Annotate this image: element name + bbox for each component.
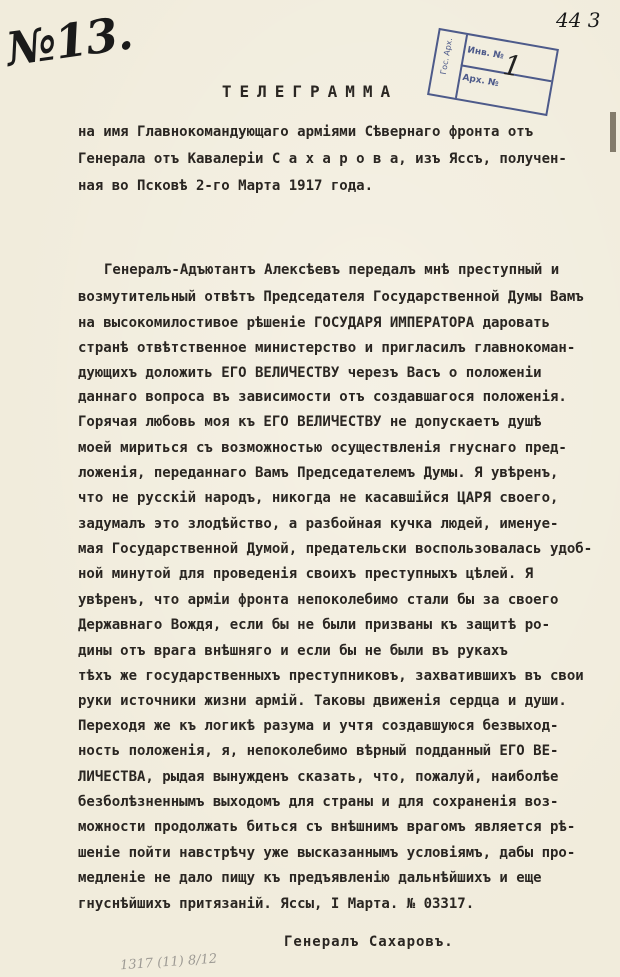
- body-line: ЛИЧЕСТВА, рыдая вынужденъ сказать, что, пожалуй, наиболѣе: [78, 769, 559, 785]
- stamp-inv-label: Инв. №: [466, 45, 505, 62]
- heading-line: на имя Главнокомандующаго армiями Сѣвернаго фронта отъ: [78, 124, 534, 140]
- body-line: задумалъ это злодѣйство, а разбойная кучка людей, именуе-: [78, 516, 559, 532]
- body-line: странѣ отвѣтственное министерство и пригласилъ главнокоман-: [78, 340, 576, 356]
- stamp-side-text: Гос. Арх.: [438, 37, 455, 76]
- edge-mark: [610, 112, 616, 152]
- stamp-inv-value: 1: [500, 47, 524, 84]
- body-line: шенiе пойти навстрѣчу уже высказаннымъ условiямъ, дабы про-: [78, 845, 576, 861]
- heading-line: ная во Псковѣ 2-го Марта 1917 года.: [78, 178, 374, 194]
- body-line: увѣренъ, что армiи фронта непоколебимо стали бы за своего: [78, 592, 559, 608]
- body-line: Генералъ-Адъютантъ Алексѣевъ передалъ мнѣ преступный и: [104, 262, 560, 278]
- body-line: Переходя же къ логикѣ разума и учтя создавшуюся безвыход-: [78, 718, 559, 734]
- archive-stamp: [427, 28, 559, 116]
- body-line: ложенiя, переданнаго Вамъ Председателемъ Думы. Я увѣренъ,: [78, 465, 559, 481]
- body-line: безболѣзненнымъ выходомъ для страны и для сохраненiя воз-: [78, 794, 559, 810]
- stamp-arch-label: Арх. №: [461, 72, 500, 90]
- pencil-archive-note: 1317 (11) 8/12: [119, 951, 218, 974]
- body-line: ной минутой для проведенiя своихъ преступныхъ цѣлей. Я: [78, 566, 534, 582]
- body-line: на высокомилостивое рѣшенiе ГОСУДАРЯ ИМПЕРАТОРА даровать: [78, 315, 551, 331]
- document-title: ТЕЛЕГРАММА: [221, 82, 399, 101]
- body-line: что не русскiй народъ, никогда не касавшiйся ЦАРЯ своего,: [78, 490, 559, 506]
- body-line: тѣхъ же государственныхъ преступниковъ, захватившихъ въ свои: [78, 668, 584, 684]
- handwritten-document-number: №13.: [2, 5, 136, 77]
- body-line: даннаго вопроса въ зависимости отъ создавшагося положенiя.: [78, 389, 567, 405]
- body-line: дующихъ доложить ЕГО ВЕЛИЧЕСТВУ черезъ Васъ о положенiи: [78, 365, 542, 381]
- body-line: можности продолжать биться съ внѣшнимъ врагомъ является рѣ-: [78, 819, 576, 835]
- body-line: Державнаго Вождя, если бы не были призваны къ защитѣ ро-: [78, 617, 551, 633]
- body-line: ность положенiя, я, непоколебимо вѣрный подданный ЕГО ВЕ-: [78, 743, 559, 759]
- body-line: медленiе не дало пищу къ предъявленiю дальнѣйшихъ и еще: [78, 870, 542, 886]
- signature: Генералъ Сахаровъ.: [284, 934, 454, 950]
- body-line: Горячая любовь моя къ ЕГО ВЕЛИЧЕСТВУ не допускаетъ душѣ: [78, 414, 542, 430]
- body-line: возмутительный отвѣтъ Председателя Государственной Думы Вамъ: [78, 289, 584, 305]
- body-line: дины отъ врага внѣшняго и если бы не были въ рукахъ: [78, 643, 508, 659]
- body-line: руки источники жизни армiй. Таковы движенiя сердца и души.: [78, 693, 567, 709]
- heading-line: Генерала отъ Кавалерiи С а х а р о в а, изъ Яссъ, получен-: [78, 151, 567, 167]
- body-line: мая Государственной Думой, предательски воспользовалась удоб-: [78, 541, 593, 557]
- body-line: моей мириться съ возможностью осуществленiя гнуснаго пред-: [78, 440, 567, 456]
- handwritten-page-number: 44 3: [556, 8, 601, 32]
- body-line: гнуснѣйшихъ притязанiй. Яссы, I Марта. № 03317.: [78, 896, 475, 912]
